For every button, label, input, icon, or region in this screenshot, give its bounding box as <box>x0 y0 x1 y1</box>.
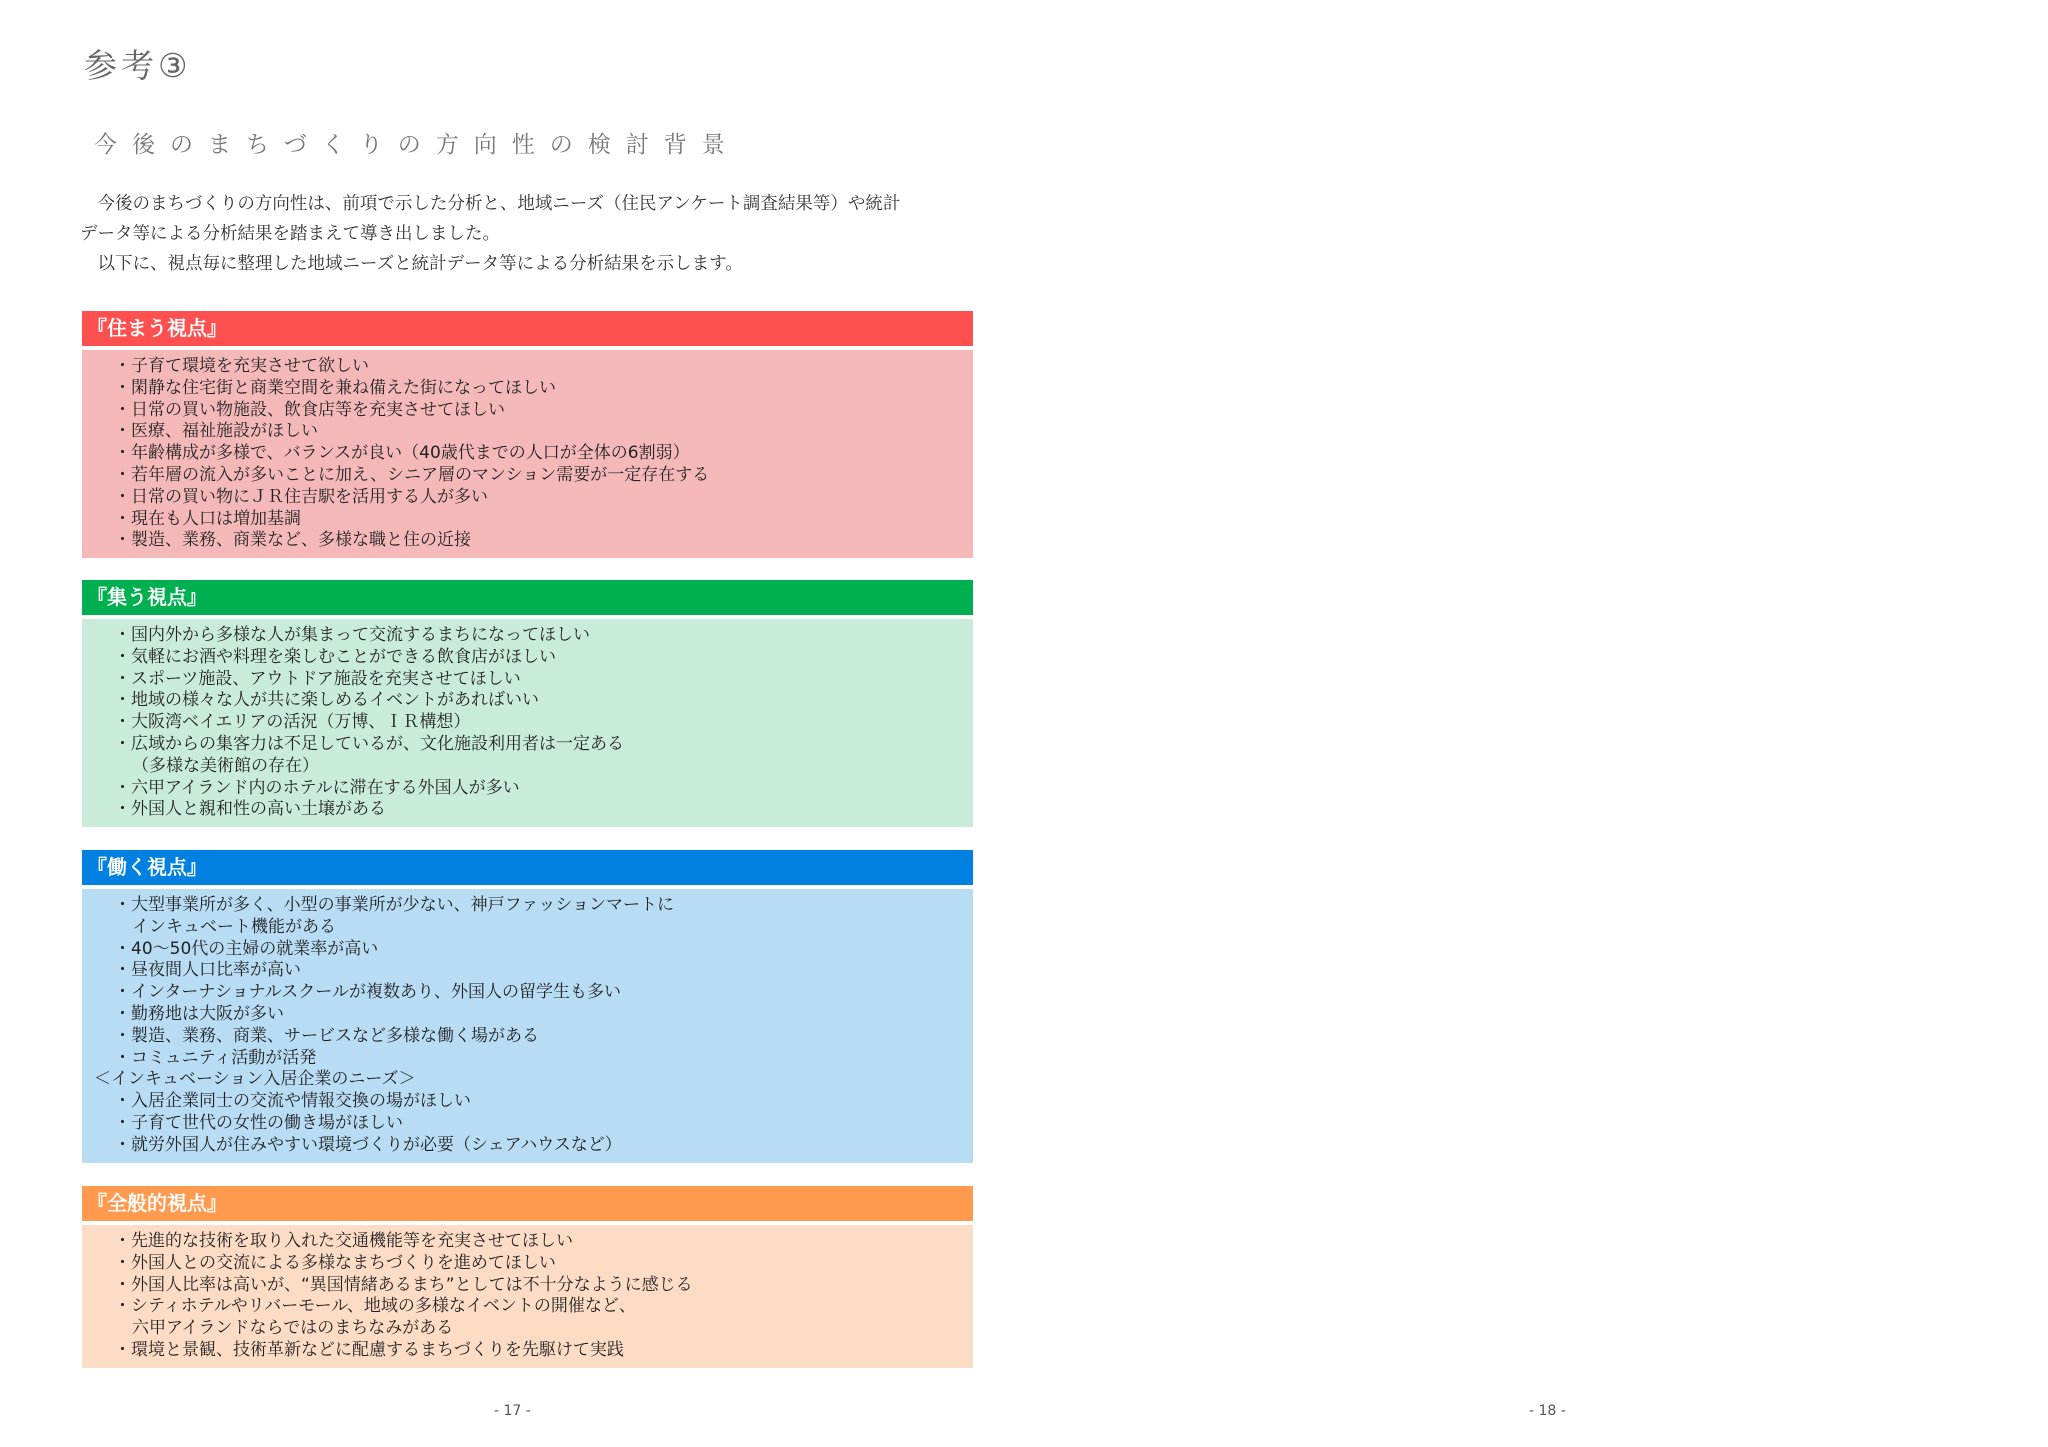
list-subheading: ＜インキュベーション入居企業のニーズ＞ <box>94 1069 416 1090</box>
list-item: ・外国人と親和性の高い土壌がある <box>114 799 386 820</box>
right-page <box>1024 0 2048 1447</box>
intro-text <box>80 189 980 279</box>
section-header-gather: 『集う視点』 <box>82 580 973 615</box>
list-item: ・環境と景観、技術革新などに配慮するまちづくりを先駆けて実践 <box>114 1339 624 1360</box>
section-header-live: 『住まう視点』 <box>82 311 973 346</box>
list-item: ・先進的な技術を取り入れた交通機能等を充実させてほしい <box>114 1231 573 1251</box>
section-gather <box>82 580 973 827</box>
list-item: ・閑静な住宅街と商業空間を兼ね備えた街になってほしい <box>114 377 556 398</box>
list-item: ・六甲アイランド内のホテルに滞在する外国人が多い <box>114 777 520 798</box>
list-item: ・若年層の流入が多いことに加え、シニア層のマンション需要が一定存在する <box>114 464 710 485</box>
section-body-general <box>82 1225 973 1368</box>
list-item: ・国内外から多様な人が集まって交流するまちになってほしい <box>114 625 590 645</box>
section-live <box>82 311 973 558</box>
list-item: ・日常の買い物にＪＲ住吉駅を活用する人が多い <box>114 486 488 507</box>
list-item: ・40～50代の主婦の就業率が高い <box>114 938 379 959</box>
list-item: （多様な美術館の存在） <box>132 755 319 776</box>
list-item: ・広域からの集客力は不足しているが、文化施設利用者は一定ある <box>114 733 624 754</box>
list-item: ・現在も人口は増加基調 <box>114 508 301 529</box>
page-subtitle: 今後のまちづくりの方向性の検討背景 <box>94 132 740 158</box>
list-item: ・外国人との交流による多様なまちづくりを進めてほしい <box>114 1252 556 1273</box>
list-item: ・地域の様々な人が共に楽しめるイベントがあればいい <box>114 690 539 711</box>
section-general <box>82 1186 973 1368</box>
list-item: ・就労外国人が住みやすい環境づくりが必要（シェアハウスなど） <box>114 1134 622 1155</box>
page-number-left: - 17 - <box>494 1403 531 1419</box>
list-item: ・医療、福祉施設がほしい <box>114 421 318 442</box>
intro-line: 以下に、視点毎に整理した地域ニーズと統計データ等による分析結果を示します。 <box>80 254 743 274</box>
section-body-live <box>82 350 973 558</box>
list-item: ・年齢構成が多様で、バランスが良い（40歳代までの人口が全体の6割弱） <box>114 443 690 464</box>
section-header-work: 『働く視点』 <box>82 850 973 885</box>
list-item: ・コミュニティ活動が活発 <box>114 1047 317 1068</box>
list-item: ・大阪湾ベイエリアの活況（万博、ＩＲ構想） <box>114 712 471 733</box>
list-item: ・勤務地は大阪が多い <box>114 1003 284 1024</box>
section-body-gather <box>82 619 973 827</box>
list-item: ・昼夜間人口比率が高い <box>114 960 301 981</box>
list-item: ・入居企業同士の交流や情報交換の場がほしい <box>114 1091 471 1112</box>
list-item: 六甲アイランドならではのまちなみがある <box>132 1318 454 1339</box>
list-item: ・シティホテルやリバーモール、地域の多様なイベントの開催など、 <box>114 1296 636 1317</box>
section-work <box>82 850 973 1163</box>
section-header-general: 『全般的視点』 <box>82 1186 973 1221</box>
list-item: ・製造、業務、商業など、多様な職と住の近接 <box>114 530 471 551</box>
section-body-work <box>82 889 973 1163</box>
list-item: ・子育て環境を充実させて欲しい <box>114 356 369 376</box>
page-title: 参考③ <box>84 46 192 85</box>
list-item: インキュベート機能がある <box>132 916 336 937</box>
list-item: ・インターナショナルスクールが複数あり、外国人の留学生も多い <box>114 982 621 1003</box>
list-item: ・スポーツ施設、アウトドア施設を充実させてほしい <box>114 668 521 689</box>
intro-line: 今後のまちづくりの方向性は、前項で示した分析と、地域ニーズ（住民アンケート調査結果等）や統計 <box>80 194 901 214</box>
list-item: ・製造、業務、商業、サービスなど多様な働く場がある <box>114 1025 539 1046</box>
list-item: ・大型事業所が多く、小型の事業所が少ない、神戸ファッションマートに <box>114 895 674 915</box>
list-item: ・子育て世代の女性の働き場がほしい <box>114 1112 403 1133</box>
page-number-right: - 18 - <box>1529 1403 1566 1419</box>
list-item: ・気軽にお酒や料理を楽しむことができる飲食店がほしい <box>114 646 556 667</box>
list-item: ・日常の買い物施設、飲食店等を充実させてほしい <box>114 399 505 420</box>
intro-line: データ等による分析結果を踏まえて導き出しました。 <box>80 224 500 244</box>
list-item: ・外国人比率は高いが、“異国情緒あるまち”としては不十分なように感じる <box>114 1274 693 1295</box>
